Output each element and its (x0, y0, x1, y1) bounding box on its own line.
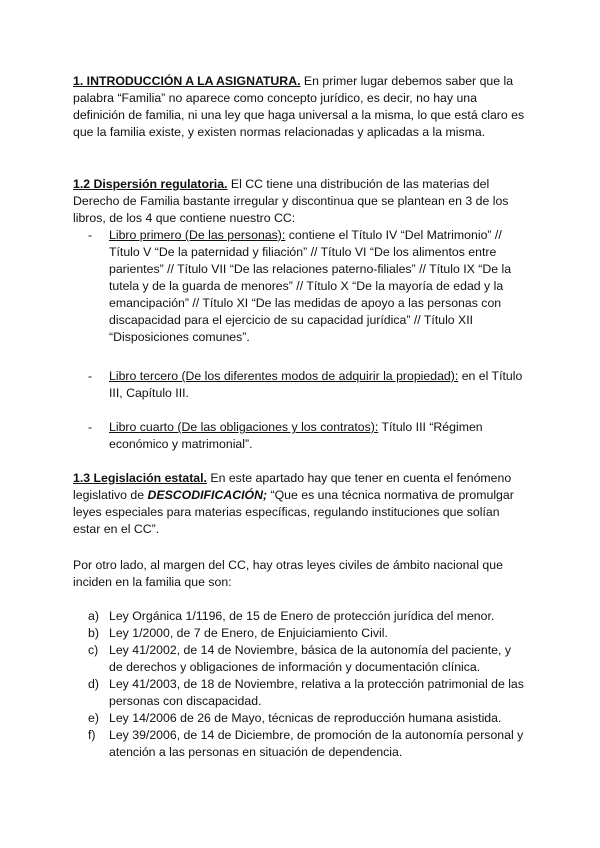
list-item (88, 608, 528, 625)
bullet-label: Libro cuarto (De las obligaciones y los contratos): (109, 420, 379, 434)
legislacion-text-a: En este apartado hay que tener en cuenta el fenómeno legislativo de (73, 471, 512, 502)
list-marker: c) (88, 643, 99, 657)
list-item-text: Ley 14/2006 de 26 de Mayo, técnicas de reproducción humana asistida. (109, 711, 502, 725)
bullet-item-libro-tercero (88, 368, 528, 402)
legislacion-heading: 1.3 Legislación estatal. (73, 471, 207, 485)
bullet-item-libro-primero (88, 227, 528, 346)
list-marker: a) (88, 609, 99, 623)
laws-list (88, 608, 528, 761)
legislacion-paragraph (73, 470, 525, 538)
bullet-label: Libro tercero (De los diferentes modos de adquirir la propiedad): (109, 369, 459, 383)
list-item (88, 676, 528, 710)
dispersion-text: El CC tiene una distribución de las materias del Derecho de Familia bastante irregular y discontinua que se plantean en 3 de los libros, de los 4 que contiene nuestro CC: (73, 177, 509, 225)
list-item-text: Ley 39/2006, de 14 de Diciembre, de promoción de la autonomía personal y atención a las personas en situación de dependencia. (109, 728, 524, 759)
bullet-text (109, 227, 528, 346)
list-item-text: Ley 41/2003, de 18 de Noviembre, relativa a la protección patrimonial de las personas con discapacidad. (109, 677, 524, 708)
list-item-text: Ley Orgánica 1/1196, de 15 de Enero de protección jurídica del menor. (109, 609, 495, 623)
bullet-body: contiene el Título IV “Del Matrimonio” // Título V “De la paternidad y filiación” // Título VI “De los alimentos entre parientes” // Título VII “De las relaciones paterno-filiales” // Título IX “De la tutela y de la guarda de menores” // Título X “De la mayoría de edad y la emancipación” // Título XI “De las medidas de apoyo a las personas con discapacidad para el ejercicio de su capacidad jurídica” // Título XII “Disposiciones comunes”. (109, 228, 512, 344)
bullet-dash: - (88, 369, 93, 383)
bullet-label: Libro primero (De las personas): (109, 228, 286, 242)
list-item (88, 642, 528, 676)
list-item (88, 710, 528, 727)
bullet-text (109, 368, 528, 402)
dispersion-heading: 1.2 Dispersión regulatoria. (73, 177, 228, 191)
dispersion-paragraph (73, 176, 525, 227)
descodificacion-term: DESCODIFICACIÓN; (147, 488, 268, 502)
list-item-text: Ley 41/2002, de 14 de Noviembre, básica de la autonomía del paciente, y de derechos y obligaciones de información y documentación clínica. (109, 643, 511, 674)
leyes-intro-paragraph: Por otro lado, al margen del CC, hay otras leyes civiles de ámbito nacional que inciden en la familia que son: (73, 558, 503, 589)
list-item (88, 625, 528, 642)
list-marker: b) (88, 626, 99, 640)
bullet-dash: - (88, 228, 93, 242)
list-marker: e) (88, 711, 99, 725)
bullet-text (109, 419, 528, 453)
bullet-dash: - (88, 420, 93, 434)
intro-heading: 1. INTRODUCCIÓN A LA ASIGNATURA. (73, 74, 301, 88)
list-item (88, 727, 528, 761)
bullet-body: Título III “Régimen económico y matrimonial”. (109, 420, 483, 451)
list-marker: f) (88, 728, 96, 742)
bullet-body: en el Título III, Capítulo III. (109, 369, 523, 400)
intro-paragraph (73, 73, 525, 141)
intro-text: En primer lugar debemos saber que la palabra “Familia” no aparece como concepto jurídico, es decir, no hay una definición de familia, ni una ley que haga universal a la misma, lo que está claro es que la familia existe, y existen normas relacionadas y aplicadas a la misma. (73, 74, 525, 139)
legislacion-text-b: “Que es una técnica normativa de promulgar leyes especiales para materias específicas, regulando instituciones que solían estar en el CC”. (73, 488, 514, 536)
list-item-text: Ley 1/2000, de 7 de Enero, de Enjuiciamiento Civil. (109, 626, 388, 640)
list-marker: d) (88, 677, 99, 691)
bullet-item-libro-cuarto (88, 419, 528, 453)
